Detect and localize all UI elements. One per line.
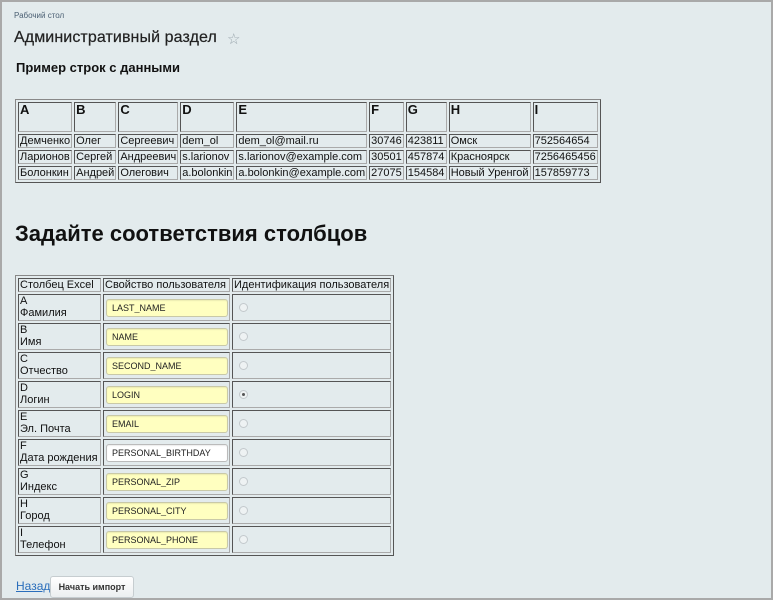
table-cell: 154584	[406, 166, 447, 180]
header-user-identification: Идентификация пользователя	[234, 279, 390, 291]
table-row	[18, 166, 598, 180]
property-input[interactable]	[106, 357, 228, 375]
identify-radio[interactable]	[239, 419, 248, 428]
identify-radio[interactable]	[239, 303, 248, 312]
column-letter: E	[20, 411, 28, 423]
identify-cell	[232, 294, 391, 321]
property-input[interactable]	[106, 531, 228, 549]
property-cell	[103, 468, 230, 495]
table-cell: 7256465456	[534, 151, 596, 163]
identify-cell	[232, 323, 391, 350]
property-input[interactable]	[106, 299, 228, 317]
mapping-section-title: Задайте соответствия столбцов	[15, 221, 368, 246]
identify-cell	[232, 410, 391, 437]
identify-cell	[232, 381, 391, 408]
table-cell: Демченко	[20, 135, 71, 147]
table-cell: Андрей	[76, 167, 115, 179]
excel-column-cell	[18, 323, 101, 350]
excel-column-cell	[18, 410, 101, 437]
column-letter: D	[20, 382, 28, 394]
property-input[interactable]	[106, 444, 228, 462]
identify-cell	[232, 497, 391, 524]
property-input[interactable]	[106, 415, 228, 433]
sample-column-header: H	[449, 102, 531, 132]
table-row	[18, 134, 598, 148]
sample-column-header: B	[74, 102, 116, 132]
identify-radio[interactable]	[239, 361, 248, 370]
identify-cell	[232, 468, 391, 495]
column-label: Отчество	[20, 365, 68, 377]
identify-cell	[232, 526, 391, 553]
table-cell: dem_ol@mail.ru	[236, 134, 367, 148]
table-cell: a.bolonkin	[182, 167, 233, 179]
identify-cell	[232, 439, 391, 466]
identify-radio-selected[interactable]	[239, 390, 248, 399]
property-cell	[103, 294, 230, 321]
property-input[interactable]	[106, 386, 228, 404]
identify-radio[interactable]	[239, 535, 248, 544]
table-cell: 30501	[371, 151, 402, 163]
table-cell: Ларионов	[18, 150, 72, 164]
mapping-row	[18, 381, 391, 408]
column-letter: G	[20, 469, 29, 481]
sample-table-header-row	[18, 102, 598, 132]
column-letter: C	[20, 353, 28, 365]
mapping-row	[18, 439, 391, 466]
identify-cell	[232, 352, 391, 379]
mapping-row	[18, 294, 391, 321]
column-mapping-table	[15, 275, 394, 556]
property-cell	[103, 352, 230, 379]
table-cell: s.larionov	[180, 150, 234, 164]
mapping-row	[18, 468, 391, 495]
excel-column-cell	[18, 294, 101, 321]
column-letter: A	[20, 295, 28, 307]
identify-radio[interactable]	[239, 448, 248, 457]
table-row	[18, 150, 598, 164]
mapping-header-row	[18, 278, 391, 292]
excel-column-cell	[18, 526, 101, 553]
column-letter: H	[20, 498, 28, 510]
table-cell: 752564654	[533, 134, 598, 148]
sample-column-header: I	[533, 102, 598, 132]
property-cell	[103, 323, 230, 350]
excel-column-cell	[18, 497, 101, 524]
mapping-row	[18, 352, 391, 379]
property-input[interactable]	[106, 502, 228, 520]
property-input[interactable]	[106, 473, 228, 491]
header-excel-column: Столбец Excel	[18, 278, 101, 292]
table-cell: 457874	[406, 150, 447, 164]
identify-radio[interactable]	[239, 477, 248, 486]
table-cell: 423811	[406, 134, 447, 148]
sample-data-table	[15, 99, 601, 183]
column-label: Фамилия	[20, 307, 67, 319]
table-cell: Олег	[74, 134, 116, 148]
column-label: Телефон	[20, 539, 66, 551]
column-label: Логин	[20, 394, 50, 406]
excel-column-cell	[18, 352, 101, 379]
sample-section-title: Пример строк с данными	[16, 60, 181, 75]
back-link[interactable]: Назад	[16, 579, 51, 593]
property-cell	[103, 439, 230, 466]
property-cell	[103, 381, 230, 408]
table-cell: Олегович	[118, 166, 178, 180]
property-cell	[103, 526, 230, 553]
table-cell: 157859773	[533, 166, 598, 180]
column-label: Индекс	[20, 481, 57, 493]
sample-column-header: D	[180, 102, 234, 132]
star-icon[interactable]: ☆	[227, 31, 241, 48]
excel-column-cell	[18, 468, 101, 495]
identify-radio[interactable]	[239, 332, 248, 341]
property-cell	[103, 497, 230, 524]
identify-radio[interactable]	[239, 506, 248, 515]
table-cell: dem_ol	[180, 134, 234, 148]
sample-column-header: E	[236, 102, 367, 132]
column-letter: I	[20, 527, 24, 539]
column-label: Дата рождения	[20, 452, 98, 464]
sample-column-header: F	[369, 102, 404, 132]
property-cell	[103, 410, 230, 437]
mapping-row	[18, 323, 391, 350]
table-cell: Омск	[449, 134, 531, 148]
breadcrumb[interactable]: Рабочий стол	[14, 11, 65, 20]
column-letter: F	[20, 440, 27, 452]
table-cell: Новый Уренгой	[450, 167, 529, 179]
sample-column-header: A	[18, 102, 72, 132]
header-user-property: Свойство пользователя	[103, 278, 230, 292]
mapping-row	[18, 410, 391, 437]
table-cell: Сергей	[74, 150, 116, 164]
sample-column-header: C	[118, 102, 178, 132]
mapping-row	[18, 526, 391, 553]
excel-column-cell	[18, 439, 101, 466]
table-cell: 27075	[371, 167, 402, 179]
table-cell: Андреевич	[120, 151, 177, 163]
page-title: Административный раздел	[14, 29, 217, 46]
property-input[interactable]	[106, 328, 228, 346]
column-label: Имя	[20, 336, 42, 348]
excel-column-cell	[18, 381, 101, 408]
sample-column-header: G	[406, 102, 447, 132]
table-cell: Сергеевич	[118, 134, 178, 148]
column-letter: B	[20, 324, 28, 336]
mapping-row	[18, 497, 391, 524]
column-label: Город	[20, 510, 50, 522]
start-import-button[interactable]: Начать импорт	[50, 576, 134, 598]
column-label: Эл. Почта	[20, 423, 71, 435]
table-cell: 30746	[371, 135, 402, 147]
table-cell: a.bolonkin@example.com	[238, 167, 366, 179]
table-cell: s.larionov@example.com	[236, 150, 367, 164]
table-cell: Болонкин	[18, 166, 72, 180]
table-cell: Красноярск	[449, 150, 531, 164]
